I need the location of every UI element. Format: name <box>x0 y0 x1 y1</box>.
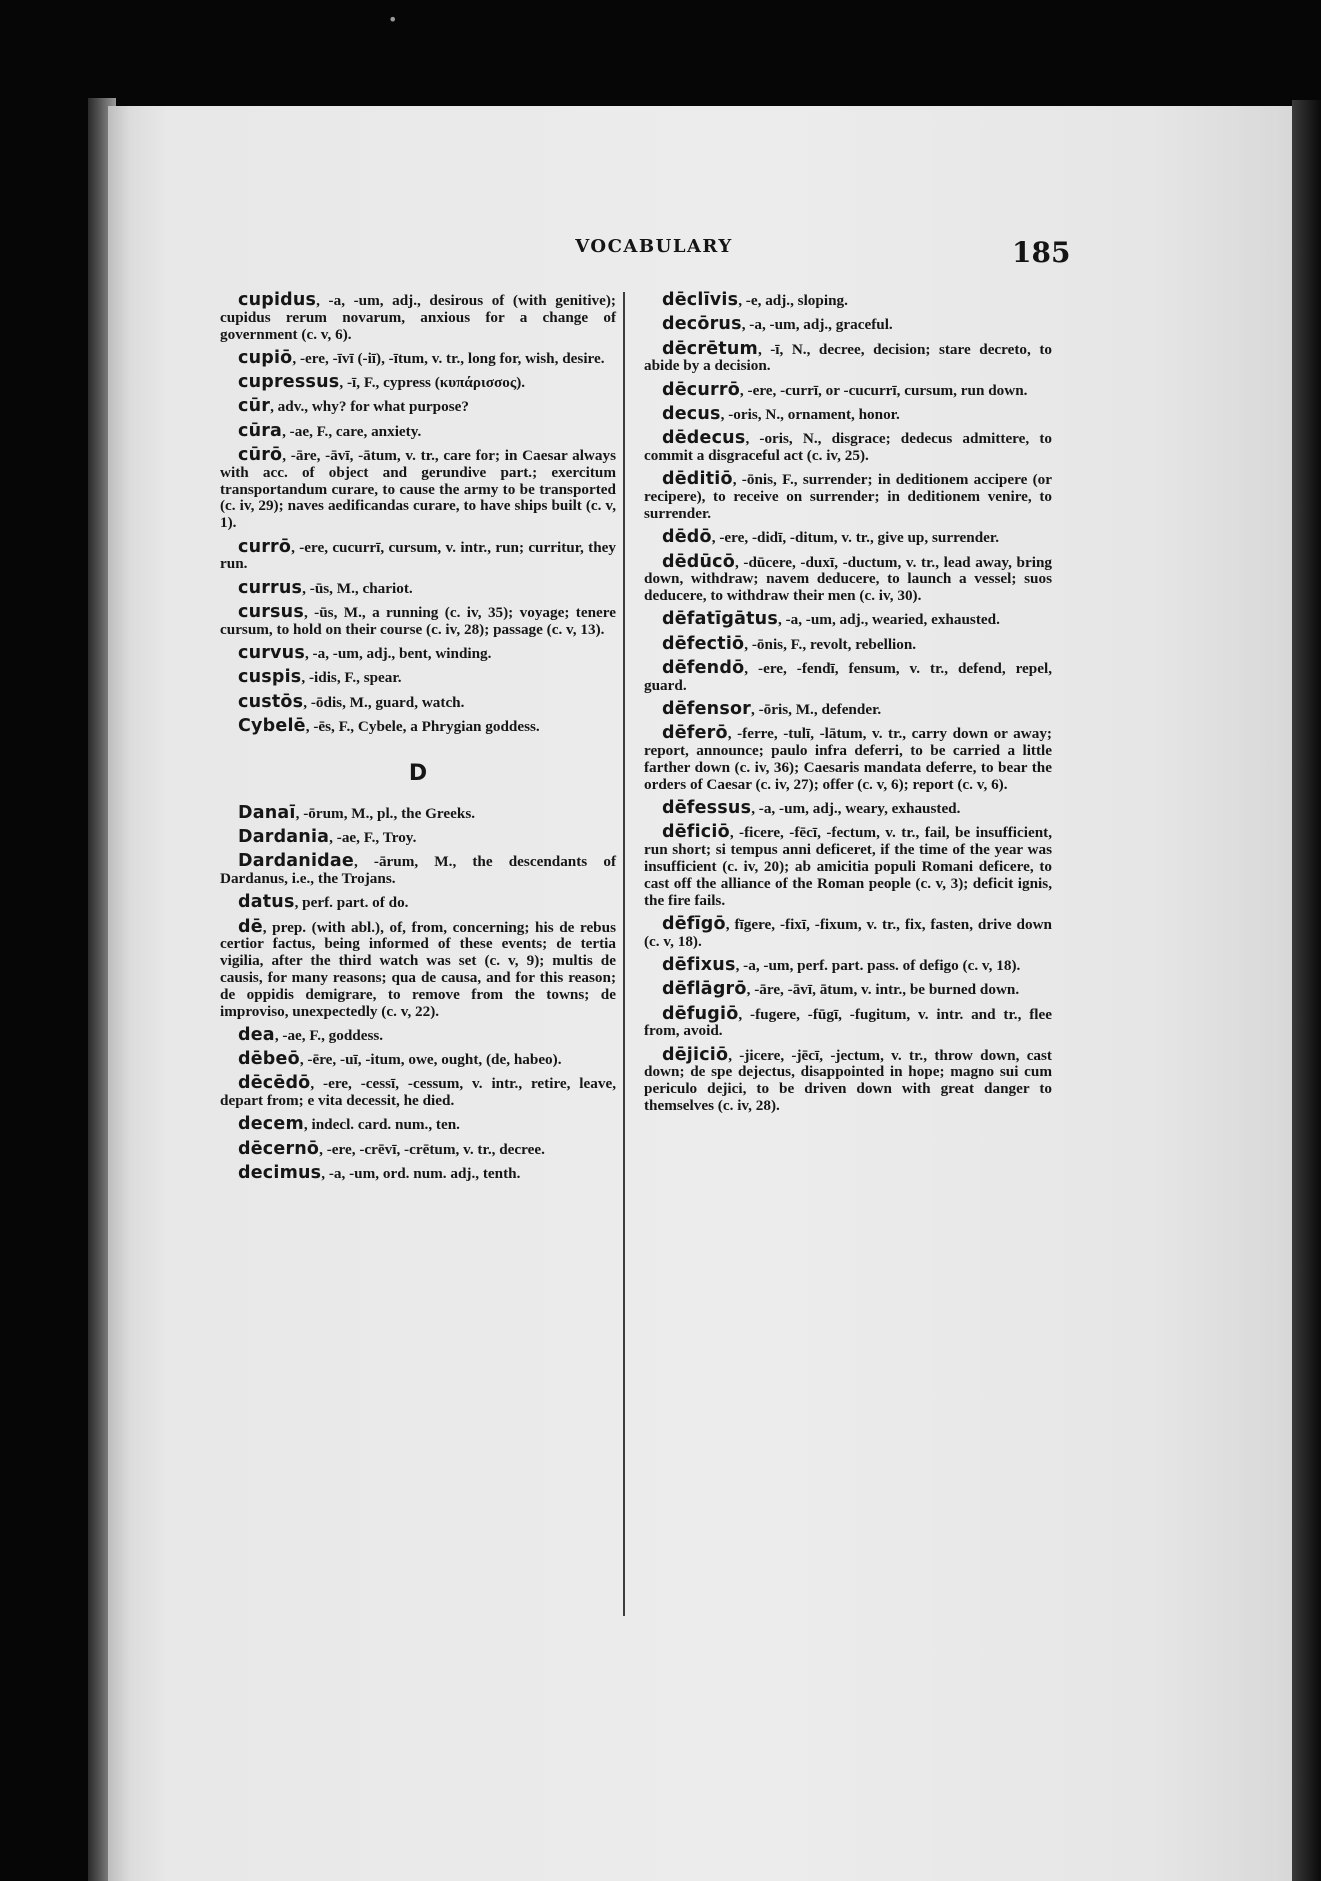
entry-headword: dēfectiō <box>662 633 745 654</box>
dictionary-entry <box>220 1024 616 1045</box>
dictionary-entry <box>644 957 1052 975</box>
entry-headword: Cybelē <box>238 715 306 736</box>
dictionary-entry <box>220 1075 616 1110</box>
dictionary-entry <box>644 725 1052 793</box>
entry-definition: , -a, -um, ord. num. adj., tenth. <box>321 1165 521 1183</box>
entry-definition: , -oris, N., disgrace; dedecus admittere, to commit a disgraceful act (c. iv, 25). <box>644 430 1052 465</box>
entry-definition: , perf. part. of do. <box>294 894 409 912</box>
entry-headword: dēcurrō <box>662 379 740 400</box>
entry-headword: currō <box>238 536 292 557</box>
entry-definition: , -e, adj., sloping. <box>738 292 848 309</box>
dictionary-entry <box>220 894 616 912</box>
entry-definition: , -ēs, F., Cybele, a Phrygian goddess. <box>305 717 540 735</box>
dictionary-entry <box>644 913 1052 951</box>
dictionary-entry <box>644 611 1052 629</box>
dictionary-entry <box>644 633 1052 654</box>
entry-definition: , -a, -um, adj., bent, winding. <box>304 645 492 663</box>
entry-definition: , -ōris, M., defender. <box>751 701 882 719</box>
entry-definition: , adv., why? for what purpose? <box>270 398 469 416</box>
entry-headword: dēbeō <box>238 1049 300 1070</box>
entry-headword: dēcernō <box>238 1138 320 1159</box>
entry-headword: dēfugiō <box>662 1003 739 1024</box>
dictionary-entry <box>220 1116 616 1134</box>
page-number: 185 <box>1012 236 1071 269</box>
dictionary-entry <box>220 536 616 574</box>
entry-definition: , fīgere, -fixī, -fixum, v. tr., fix, fasten, drive down (c. v, 18). <box>644 915 1052 950</box>
entry-headword: datus <box>238 892 295 913</box>
dictionary-entry <box>644 471 1052 522</box>
entry-definition: , -ficere, -fēcī, -fectum, v. tr., fail, be insufficient, run short; si tempus anni deficeret, if the time of the year was insufficient (c. iv, 20); ab amicitia populi Romani deficere, to cast off the alliance of the Roman people (c. v, 3); deficit ignis, the fire fails. <box>644 824 1052 909</box>
dictionary-entry <box>644 701 1052 719</box>
entry-definition: , -idis, F., spear. <box>301 669 402 687</box>
entry-headword: cuspis <box>238 667 302 688</box>
entry-definition: , -jicere, -jēcī, -jectum, v. tr., throw down, cast down; de spe dejectus, disappointed in hope; magno sui cum periculo dejici, to be driven down with great danger to themselves (c. iv, 28). <box>644 1046 1052 1115</box>
entry-headword: dēclīvis <box>662 290 739 310</box>
dictionary-entry <box>220 577 616 598</box>
entry-definition: , -dūcere, -duxī, -ductum, v. tr., lead away, bring down, withdraw; navem deducere, to launch a vessel; suos deducere, to withdraw their men (c. iv, 30). <box>644 553 1052 605</box>
entry-definition: , -ī, N., decree, decision; stare decreto, to abide by a decision. <box>644 340 1052 375</box>
dictionary-entry <box>644 316 1052 334</box>
dictionary-entry <box>644 824 1052 909</box>
dictionary-entry <box>644 529 1052 547</box>
left-column <box>220 292 616 1189</box>
dictionary-entry <box>644 379 1052 400</box>
entry-definition: , -a, -um, adj., graceful. <box>741 316 893 334</box>
dictionary-entry <box>644 403 1052 424</box>
entry-definition: , -ēre, -uī, -itum, owe, ought, (de, habeo). <box>299 1051 562 1069</box>
entry-headword: decem <box>238 1114 304 1135</box>
entry-headword: cupiō <box>238 347 293 368</box>
entry-headword: Danaī <box>238 802 296 823</box>
entry-definition: , -ūs, M., a running (c. iv, 35); voyage; tenere cursum, to hold on their course (c. iv, 28); passage (c. v, 13). <box>220 603 616 638</box>
entry-headword: dēdecus <box>662 428 746 449</box>
dictionary-entry <box>220 802 616 823</box>
entry-definition: , -ārum, M., the descendants of Dardanus, i.e., the Trojans. <box>220 853 616 887</box>
entry-definition: , -ere, cucurrī, cursum, v. intr., run; curritur, they run. <box>220 538 616 573</box>
left-entries-c <box>220 292 616 736</box>
entry-headword: custōs <box>238 691 304 712</box>
entry-definition: , -oris, N., ornament, honor. <box>720 405 900 423</box>
entry-definition: , -ae, F., goddess. <box>274 1026 384 1044</box>
entry-definition: , -ae, F., care, anxiety. <box>282 422 422 440</box>
entry-definition: , indecl. card. num., ten. <box>303 1116 460 1134</box>
dictionary-entry <box>644 981 1052 999</box>
entry-headword: cupressus <box>238 372 340 393</box>
entry-definition: , -ere, -crēvī, -crētum, v. tr., decree. <box>319 1140 545 1158</box>
left-entries-d <box>220 802 616 1184</box>
page-shadow <box>1292 100 1321 1881</box>
entry-headword: dēflāgrō <box>662 979 747 1000</box>
entry-definition: , -ere, -fendī, fensum, v. tr., defend, repel, guard. <box>644 660 1052 694</box>
entry-headword: dē <box>238 916 263 937</box>
entry-headword: dējiciō <box>662 1044 729 1065</box>
entry-definition: , -āre, -āvī, -ātum, v. tr., care for; in Caesar always with acc. of object and gerundive part.; exercitum transportandum curare, to cause the army to be transported (c. iv, 29); naves aedificandas curare, to have ships built (c. v, 1). <box>220 447 616 532</box>
entry-definition: , -a, -um, adj., desirous of (with genitive); cupidus rerum novarum, anxious for a change of government (c. v, 6). <box>220 292 616 343</box>
dictionary-entry <box>220 669 616 687</box>
dictionary-entry <box>644 800 1052 818</box>
dictionary-entry <box>644 292 1052 310</box>
entry-headword: decimus <box>238 1163 322 1184</box>
entry-headword: currus <box>238 577 303 598</box>
entry-headword: cupidus <box>238 290 317 310</box>
dictionary-entry <box>220 347 616 368</box>
entry-headword: dēcrētum <box>662 338 758 359</box>
entry-headword: decōrus <box>662 314 742 335</box>
dictionary-entry <box>644 338 1052 376</box>
entry-definition: , -fugere, -fūgī, -fugitum, v. intr. and tr., flee from, avoid. <box>644 1005 1052 1040</box>
entry-definition: , -a, -um, perf. part. pass. of defigo (c. v, 18). <box>735 957 1021 974</box>
entry-definition: , -ferre, -tulī, -lātum, v. tr., carry down or away; report, announce; paulo infra deferri, to be carried a little farther down (c. iv, 36); Caesaris mandata deferre, to bear the orders of Caesar (c. iv, 27); offer (c. v, 6); report (c. v, 6). <box>644 725 1052 793</box>
running-head: VOCABULARY <box>575 236 733 257</box>
entry-definition: , prep. (with abl.), of, from, concerning; his de rebus certior factus, being informed of these events; de tertia vigilia, after the third watch was set (c. v, 9); multis de causis, for many reasons; qua de causa, and for this reason; de oppidis demigrare, to remove from the towns; de improviso, unexpectedly (c. v, 22). <box>220 918 616 1020</box>
entry-headword: cūrō <box>238 445 283 466</box>
dictionary-entry <box>220 420 616 441</box>
entry-headword: cursus <box>238 601 304 622</box>
dictionary-entry <box>220 1165 616 1183</box>
section-letter: D <box>408 760 428 786</box>
right-entries <box>644 292 1052 1115</box>
entry-headword: dēfendō <box>662 658 745 679</box>
dictionary-entry <box>220 1051 616 1069</box>
dictionary-entry <box>644 551 1052 605</box>
entry-definition: , -ōrum, M., pl., the Greeks. <box>295 804 476 822</box>
entry-definition: , -ī, F., cypress (κυπάρισσος). <box>339 374 526 392</box>
entry-headword: cūra <box>238 420 283 441</box>
entry-definition: , -ere, -currī, or -cucurrī, cursum, run down. <box>739 381 1028 399</box>
entry-definition: , -ōnis, F., revolt, rebellion. <box>744 635 917 653</box>
dictionary-entry <box>220 826 616 847</box>
dictionary-entry <box>644 660 1052 695</box>
column-divider <box>623 292 625 1616</box>
entry-headword: decus <box>662 403 721 424</box>
entry-definition: , -ere, -cessī, -cessum, v. intr., retire, leave, depart from; e vita decessit, he died. <box>220 1075 616 1110</box>
dictionary-entry <box>220 853 616 888</box>
entry-headword: curvus <box>238 643 305 664</box>
dictionary-entry <box>220 916 616 1021</box>
dictionary-entry <box>644 430 1052 465</box>
dictionary-entry <box>220 645 616 663</box>
entry-definition: , -a, -um, adj., weary, exhausted. <box>751 800 961 818</box>
dictionary-entry <box>220 447 616 532</box>
entry-definition: , -ūs, M., chariot. <box>302 579 413 597</box>
entry-headword: Dardania <box>238 826 330 847</box>
entry-definition: , -a, -um, adj., wearied, exhausted. <box>777 611 1000 629</box>
entry-headword: dēdō <box>662 527 712 548</box>
right-column <box>644 292 1052 1121</box>
dictionary-entry <box>220 601 616 639</box>
dictionary-entry <box>220 691 616 712</box>
entry-headword: dēdūcō <box>662 551 735 572</box>
entry-headword: dēfatīgātus <box>662 609 778 630</box>
dictionary-entry <box>220 292 616 343</box>
entry-definition: , -ōdis, M., guard, watch. <box>303 693 465 711</box>
dictionary-entry <box>220 374 616 392</box>
entry-headword: dēfixus <box>662 955 736 975</box>
entry-headword: dēfessus <box>662 798 752 819</box>
entry-headword: dea <box>238 1024 275 1045</box>
top-mark: • <box>388 10 398 29</box>
entry-definition: , -āre, -āvī, ātum, v. intr., be burned down. <box>746 981 1020 999</box>
dictionary-entry <box>220 715 616 736</box>
entry-headword: cūr <box>238 396 271 417</box>
entry-headword: dēcēdō <box>238 1073 311 1094</box>
entry-definition: , -ōnis, F., surrender; in deditionem accipere (or recipere), to receive on surrender; in deditionem venire, to surrender. <box>644 471 1052 522</box>
entry-headword: dēditiō <box>662 469 733 490</box>
entry-definition: , -ere, -didī, -ditum, v. tr., give up, surrender. <box>711 529 1000 547</box>
dictionary-entry <box>644 1044 1052 1115</box>
entry-headword: dēficiō <box>662 822 730 843</box>
entry-definition: , -ae, F., Troy. <box>329 828 417 846</box>
entry-headword: dēfīgō <box>662 913 726 934</box>
dictionary-entry <box>644 1003 1052 1041</box>
dictionary-entry <box>220 398 616 416</box>
entry-headword: dēferō <box>662 723 728 744</box>
entry-headword: Dardanidae <box>238 851 354 872</box>
entry-headword: dēfensor <box>662 699 752 720</box>
entry-definition: , -ere, -īvī (-iī), -ītum, v. tr., long for, wish, desire. <box>292 349 605 367</box>
dictionary-entry <box>220 1138 616 1159</box>
